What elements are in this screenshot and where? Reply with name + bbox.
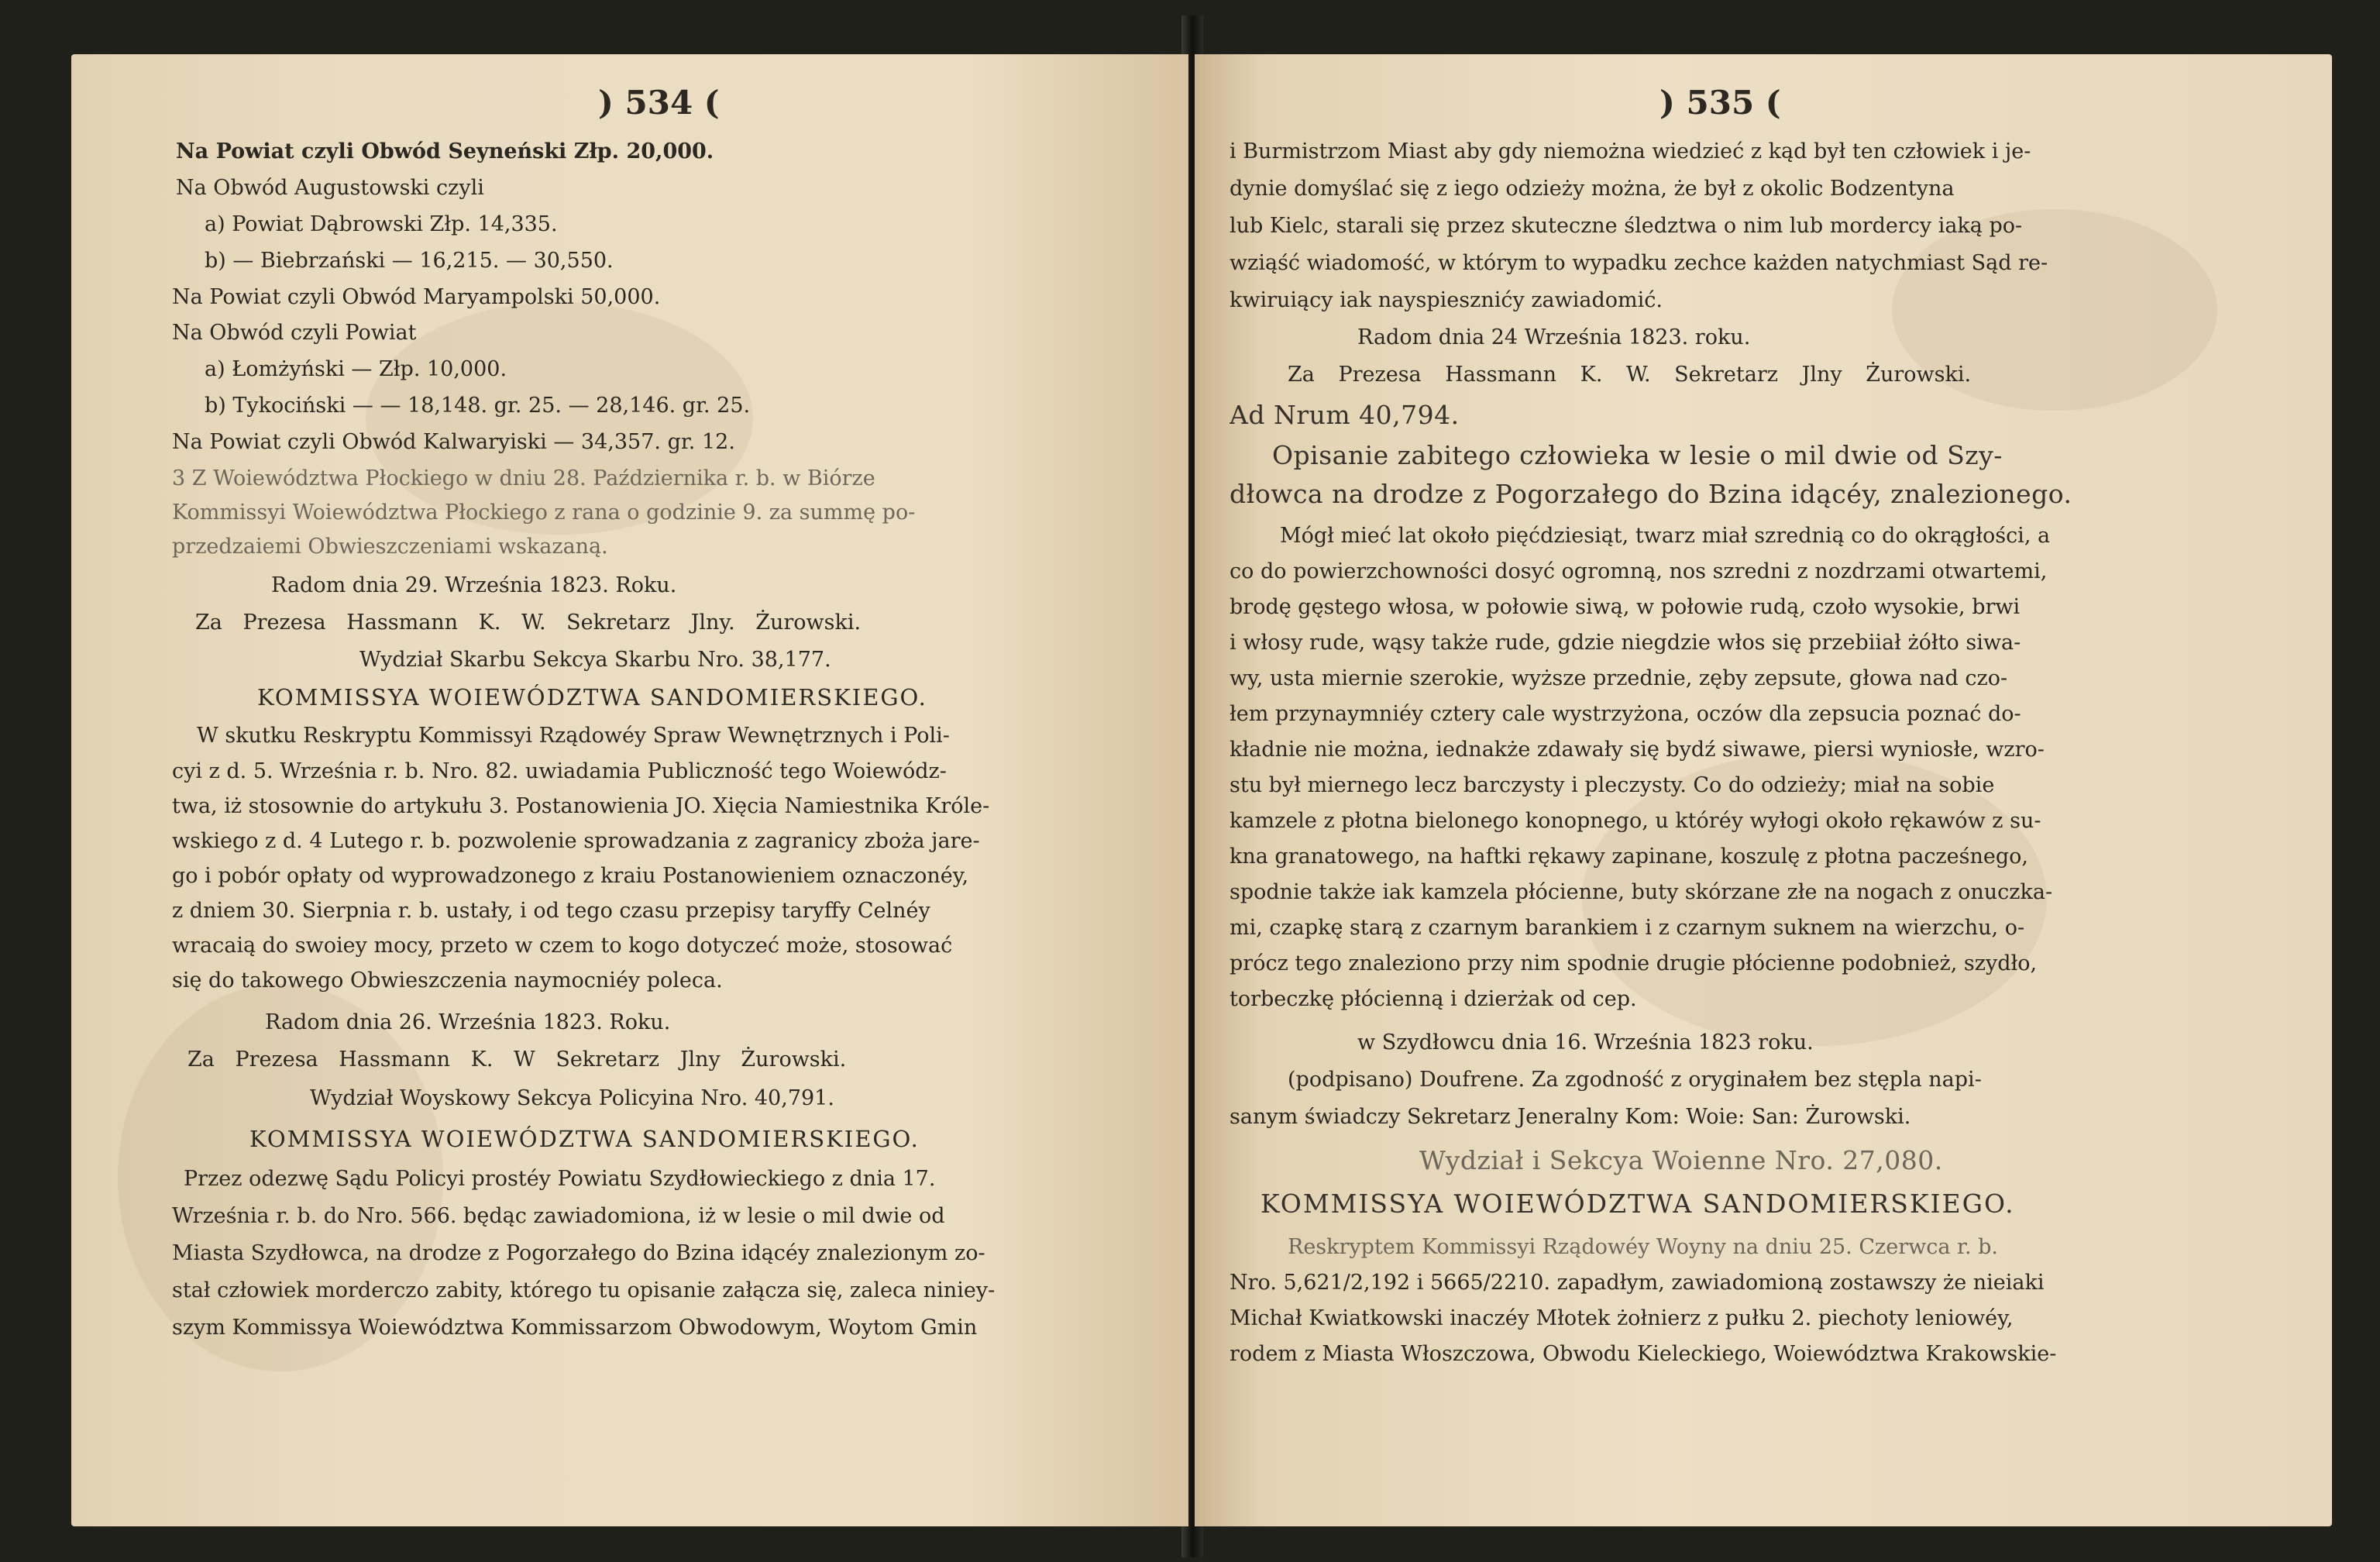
- text-line: b) — Biebrzański — 16,215. — 30,550.: [205, 249, 614, 273]
- left-page-text: [71, 54, 1188, 1526]
- department-line: Wydział Woyskowy Sekcya Policyina Nro. 40,791.: [310, 1086, 834, 1110]
- text-line: go i pobór opłaty od wyprowadzonego z kraiu Postanowieniem oznaczonéy,: [172, 864, 969, 888]
- text-line: Na Powiat czyli Obwód Kalwaryiski — 34,357. gr. 12.: [172, 430, 735, 454]
- text-line: b) Tykociński — — 18,148. gr. 25. — 28,146. gr. 25.: [205, 394, 751, 418]
- department-line: Wydział Skarbu Sekcya Skarbu Nro. 38,177.: [359, 648, 831, 672]
- text-line: Michał Kwiatkowski inaczéy Młotek żołnierz z pułku 2. piechoty leniowéy,: [1230, 1306, 2014, 1330]
- text-line: spodnie także iak kamzela płócienne, buty skórzane złe na nogach z onuczka-: [1230, 880, 2053, 904]
- text-line: Reskryptem Kommissyi Rządowéy Woyny na dniu 25. Czerwca r. b.: [1288, 1235, 1998, 1259]
- department-line: Wydział i Sekcya Woienne Nro. 27,080.: [1419, 1145, 1943, 1175]
- text-line: Września r. b. do Nro. 566. będąc zawiadomiona, iż w lesie o mil dwie od: [172, 1204, 945, 1228]
- text-line: wskiego z d. 4 Lutego r. b. pozwolenie sprowadzania z zagranicy zboża jare-: [172, 829, 980, 853]
- text-line: dynie domyślać się z iego odzieży można, że był z okolic Bodzentyna: [1230, 177, 1955, 201]
- right-page-text: [1195, 54, 2332, 1526]
- text-line: Radom dnia 29. Września 1823. Roku.: [271, 573, 677, 597]
- text-line: wy, usta miernie szerokie, wyższe przednie, zęby zepsute, głowa nad czo-: [1230, 666, 2008, 690]
- text-line: Przez odezwę Sądu Policyi prostéy Powiatu Szydłowieckiego z dnia 17.: [184, 1167, 936, 1191]
- text-line: w Szydłowcu dnia 16. Września 1823 roku.: [1357, 1030, 1814, 1055]
- text-line: prócz tego znaleziono przy nim spodnie drugie płócienne podobnież, szydło,: [1230, 951, 2038, 975]
- text-line: co do powierzchowności dosyć ogromną, nos szredni z nozdrzami otwartemi,: [1230, 559, 2048, 583]
- signature-line: Za Prezesa Hassmann K. W Sekretarz Jlny Żurowski.: [187, 1048, 847, 1072]
- text-line: Na Obwód Augustowski czyli: [176, 176, 484, 200]
- text-line: W skutku Reskryptu Kommissyi Rządowéy Spraw Wewnętrznych i Poli-: [197, 724, 950, 748]
- text-line: rodem z Miasta Włoszczowa, Obwodu Kieleckiego, Woiewództwa Krakowskie-: [1230, 1342, 2057, 1366]
- reference-number: Ad Nrum 40,794.: [1230, 400, 1460, 430]
- text-line: kna granatowego, na haftki rękawy zapinane, koszulę z płotna pacześnego,: [1230, 845, 2028, 869]
- text-line: mi, czapkę starą z czarnym barankiem i z czarnym suknem na wierzchu, o-: [1230, 916, 2025, 940]
- text-line: Radom dnia 24 Września 1823. roku.: [1357, 325, 1751, 349]
- text-line: kamzele z płotna bielonego konopnego, u któréy wyłogi około rękawów z su-: [1230, 809, 2041, 833]
- text-line: torbeczkę płócienną i dzierżak od cep.: [1230, 987, 1637, 1011]
- text-line: szym Kommissya Woiewództwa Kommissarzom Obwodowym, Woytom Gmin: [172, 1316, 978, 1340]
- text-line: Na Powiat czyli Obwód Maryampolski 50,000.: [172, 285, 661, 309]
- text-line: stał człowiek morderczo zabity, którego tu opisanie załącza się, zaleca niniey-: [172, 1278, 996, 1302]
- signature-line: Za Prezesa Hassmann K. W. Sekretarz Jlny Żurowski.: [1288, 363, 1972, 387]
- text-line: a) Powiat Dąbrowski Złp. 14,335.: [205, 212, 558, 236]
- signature-line: Za Prezesa Hassmann K. W. Sekretarz Jlny. Żurowski.: [195, 611, 862, 635]
- text-line: 3 Z Woiewództwa Płockiego w dniu 28. Października r. b. w Biórze: [172, 466, 875, 490]
- page-number: ) 534 (: [598, 84, 720, 122]
- text-line: wracaią do swoiey mocy, przeto w czem to kogo dotyczeć może, stosować: [172, 934, 953, 958]
- text-line: (podpisano) Doufrene. Za zgodność z oryginałem bez stępla napi-: [1288, 1068, 1982, 1092]
- text-line: łem przynaymniéy cztery cale wystrzyżona, oczów dla zepsucia poznać do-: [1230, 702, 2021, 726]
- text-line: a) Łomżyński — Złp. 10,000.: [205, 357, 507, 381]
- text-line: Radom dnia 26. Września 1823. Roku.: [265, 1010, 671, 1034]
- text-line: stu był miernego lecz barczysty i pleczysty. Co do odzieży; miał na sobie: [1230, 773, 1995, 797]
- text-line: brodę gęstego włosa, w połowie siwą, w połowie rudą, czoło wysokie, brwi: [1230, 595, 2021, 619]
- text-line: przedzaiemi Obwieszczeniami wskazaną.: [172, 535, 608, 559]
- text-line: się do takowego Obwieszczenia naymocniéy poleca.: [172, 969, 723, 993]
- text-line: Nro. 5,621/2,192 i 5665/2210. zapadłym, zawiadomioną zostawszy że nieiaki: [1230, 1271, 2045, 1295]
- text-line: Miasta Szydłowca, na drodze z Pogorzałego do Bzina idącéy znalezionym zo-: [172, 1241, 985, 1265]
- page-number: ) 535 (: [1659, 84, 1781, 122]
- left-page: [71, 54, 1188, 1526]
- description-title: dłowca na drodze z Pogorzałego do Bzina idącéy, znalezionego.: [1230, 479, 2072, 509]
- text-line: lub Kielc, starali się przez skuteczne śledztwa o nim lub mordercy iaką po-: [1230, 214, 2023, 238]
- text-line: sanym świadczy Sekretarz Jeneralny Kom: Woie: San: Żurowski.: [1230, 1105, 1911, 1129]
- section-heading: KOMMISSYA WOIEWÓDZTWA SANDOMIERSKIEGO.: [257, 684, 927, 710]
- text-line: Kommissyi Woiewództwa Płockiego z rana o godzinie 9. za summę po-: [172, 501, 916, 525]
- text-line: kwiruiący iak nayspiesznićy zawiadomić.: [1230, 288, 1663, 312]
- text-line: i włosy rude, wąsy także rude, gdzie niegdzie włos się przebiiał żółto siwa-: [1230, 631, 2021, 655]
- text-line: wziąść wiadomość, w którym to wypadku zechce każden natychmiast Sąd re-: [1230, 251, 2048, 275]
- text-line: Na Powiat czyli Obwód Seyneński Złp. 20,000.: [176, 139, 714, 163]
- text-line: kładnie nie można, iednakże zdawały się bydź siwawe, piersi wyniosłe, wzro-: [1230, 738, 2045, 762]
- text-line: i Burmistrzom Miast aby gdy niemożna wiedzieć z kąd był ten człowiek i je-: [1230, 139, 2031, 163]
- text-line: Mógł mieć lat około pięćdziesiąt, twarz miał szrednią co do okrągłości, a: [1280, 524, 2051, 548]
- text-line: Na Obwód czyli Powiat: [172, 321, 417, 345]
- text-line: cyi z d. 5. Września r. b. Nro. 82. uwiadamia Publiczność tego Woiewódz-: [172, 759, 947, 783]
- right-page: [1195, 54, 2332, 1526]
- section-heading: KOMMISSYA WOIEWÓDZTWA SANDOMIERSKIEGO.: [1261, 1189, 2015, 1219]
- text-line: twa, iż stosownie do artykułu 3. Postanowienia JO. Xięcia Namiestnika Króle-: [172, 794, 990, 818]
- section-heading: KOMMISSYA WOIEWÓDZTWA SANDOMIERSKIEGO.: [249, 1126, 920, 1152]
- text-line: z dniem 30. Sierpnia r. b. ustały, i od tego czasu przepisy taryffy Celnéy: [172, 899, 930, 923]
- description-title: Opisanie zabitego człowieka w lesie o mil dwie od Szy-: [1272, 440, 2003, 470]
